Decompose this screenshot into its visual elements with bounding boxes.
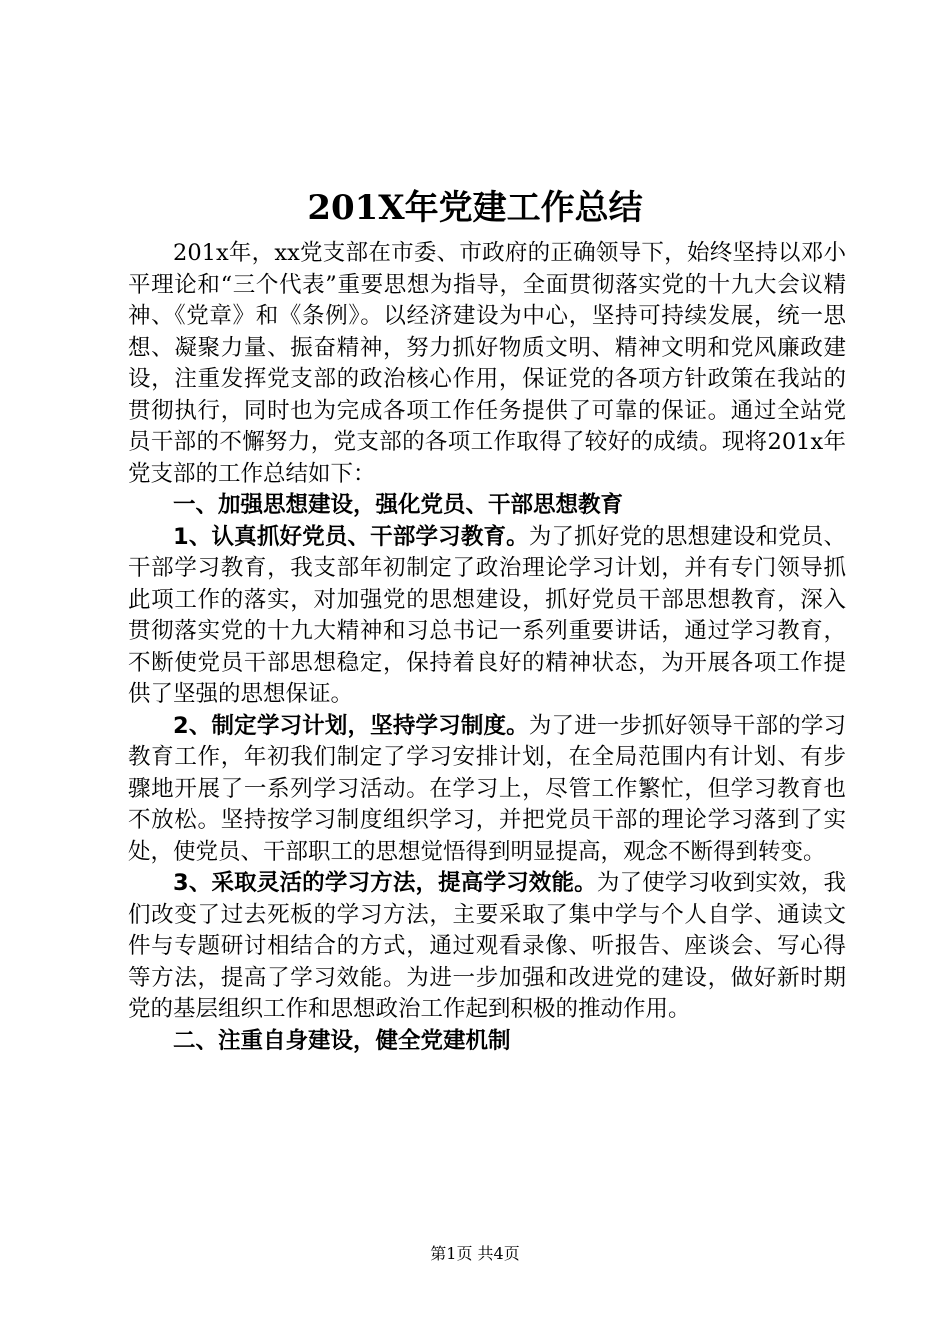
section-heading-2: 二、注重自身建设，健全党建机制 (173, 1027, 511, 1054)
intro-paragraph: 201x年，xx党支部在市委、市政府的正确领导下，始终坚持以邓小平理论和“三个代表”重要思想为指导，全面贯彻落实党的十九大会议精神、《党章》和《条例》。以经济建设为中心，坚持可持续发展，统一思想、凝聚力量、振奋精神，努力抓好物质文明、精神文明和党风廉政建设，注重发挥党支部的政治核心作用，保证党的各项方针政策在我站的贯彻执行，同时也为完成各项工作任务提供了可靠的保证。通过全站党员干部的不懈努力，党支部的各项工作取得了较好的成绩。现将201x年党支部的工作总结如下： (128, 240, 846, 487)
item-lead-2: 2、制定学习计划，坚持学习制度。 (173, 712, 529, 739)
page-footer: 第1页 共4页 (430, 1244, 520, 1263)
item-text-1: 为了抓好党的思想建设和党员、干部学习教育，我支部年初制定了政治理论学习计划，并有专门领导抓此项工作的落实，对加强党的思想建设，抓好党员干部思想教育，深入贯彻落实党的十九大精神和习总书记一系列重要讲话，通过学习教育，不断使党员干部思想稳定，保持着良好的精神状态，为开展各项工作提供了坚强的思想保证。 (128, 523, 846, 707)
item-paragraph-2 (128, 711, 846, 869)
item-lead-1: 1、认真抓好党员、干部学习教育。 (173, 523, 529, 550)
item-paragraph-3 (128, 868, 846, 1026)
document-body (128, 238, 846, 1057)
item-lead-3: 3、采取灵活的学习方法，提高学习效能。 (173, 870, 597, 896)
document-title: 201X年党建工作总结 (307, 188, 643, 228)
section-heading-1: 一、加强思想建设，强化党员、干部思想教育 (173, 492, 624, 518)
item-text-3: 为了使学习收到实效，我们改变了过去死板的学习方法，主要采取了集中学与个人自学、通读文件与专题研讨相结合的方式，通过观看录像、听报告、座谈会、写心得等方法，提高了学习效能。为进一步加强和改进党的建设，做好新时期党的基层组织工作和思想政治工作起到积极的推动作用。 (128, 870, 846, 1022)
item-paragraph-1 (128, 522, 846, 711)
item-text-2: 为了进一步抓好领导干部的学习教育工作，年初我们制定了学习安排计划，在全局范围内有计划、有步骤地开展了一系列学习活动。在学习上，尽管工作繁忙，但学习教育也不放松。坚持按学习制度组织学习，并把党员干部的理论学习落到了实处，使党员、干部职工的思想觉悟得到明显提高，观念不断得到转变。 (128, 712, 846, 865)
